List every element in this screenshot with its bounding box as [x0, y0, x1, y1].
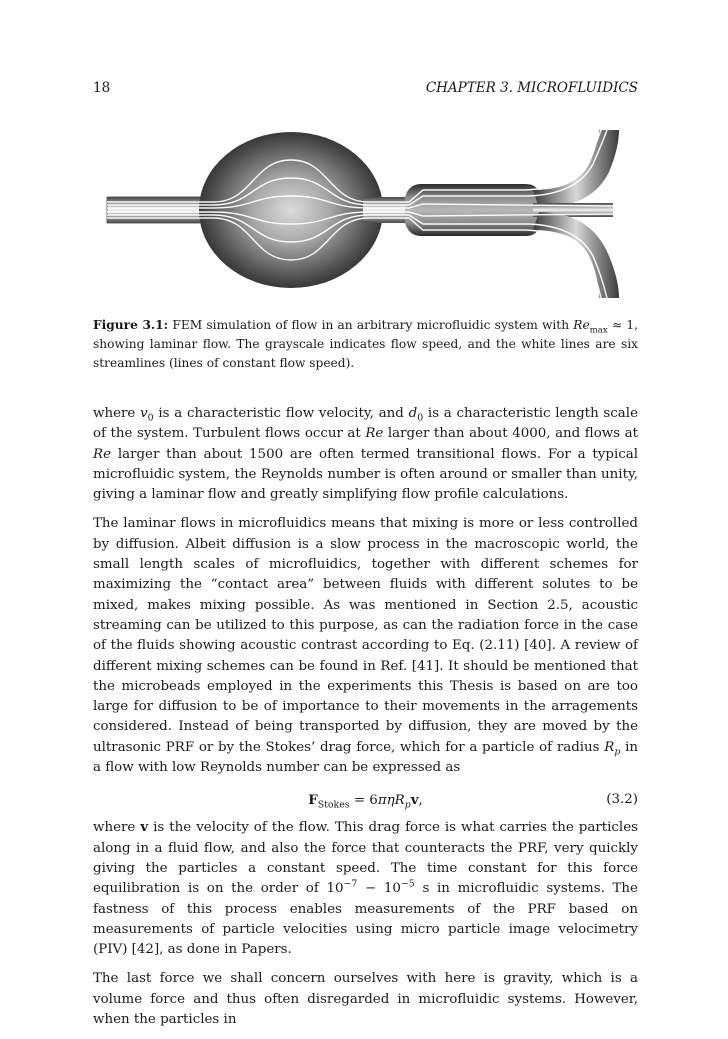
figure-label: Figure 3.1:: [93, 318, 169, 332]
paragraph-2: [93, 514, 638, 778]
exponent: −5: [400, 878, 415, 890]
eq-lhs-sub: Stokes: [317, 799, 350, 811]
equation-number: (3.2): [606, 792, 638, 808]
eq-rhs: = 6: [349, 792, 378, 808]
upper-outlet-arm: [533, 130, 619, 208]
text: s in microfluidic systems. The fastness of this process enables measurements of the PRF based on measurements of particle velocities using micro particle image velocimetry (PIV) [42], as done in Papers.: [93, 881, 638, 958]
caption-text-cont: ≈ 1, showing laminar flow. The grayscale indicates flow speed, and the white lines are six streamlines (lines of constant flow speed).: [93, 318, 638, 370]
eq-rhs-symbols: πηR: [377, 792, 405, 808]
eq-rhs-v: v: [410, 791, 419, 808]
eq-lhs: F: [308, 791, 318, 808]
fem-simulation-figure: [93, 120, 638, 310]
running-head: [93, 80, 638, 100]
text: is the velocity of the flow. This drag force is what carries the particles along in a fluid flow, and also the force that counteracts the PRF, very quickly giving the particles a constant speed. The time constant for this force equilibration is on the order of 10: [93, 820, 638, 897]
symbol-d0: d: [408, 406, 418, 421]
symbol-v0: v: [140, 406, 148, 421]
subscript: 0: [147, 412, 154, 424]
text: in a flow with low Reynolds number can be expressed as: [93, 739, 638, 776]
text: where: [93, 820, 141, 836]
text: where: [93, 406, 141, 421]
bulb-chamber: [199, 132, 383, 288]
subscript: 0: [417, 412, 424, 424]
symbol-rp: R: [604, 739, 615, 755]
eq-rhs-sub: p: [404, 799, 411, 811]
body-text: [93, 404, 638, 1039]
subscript: p: [614, 746, 621, 758]
text: The laminar flows in microfluidics means that mixing is more or less controlled by diffusion. Albeit diffusion is a slow process in the macroscopic world, the small length scales of microfluidics, together with different schemes for maximizing the “contact area” between fluids with different solutes to be mixed, makes mixing possible. As was mentioned in Section 2.5, acoustic streaming can be utilized to this purpose, as can the radiation force in the case of the fluids showing acoustic contrast according to Eq. (2.11) [40]. A review of different mixing schemes can be found in Ref. [41]. It should be mentioned that the microbeads employed in the experiments this Thesis is based on are too large for diffusion to be of importance to their movements in the arragements considered. Instead of being transported by diffusion, they are moved by the ultrasonic PRF or by the Stokes’ drag force, which for a particle of radius: [93, 516, 638, 755]
text: larger than about 1500 are often termed transitional flows. For a typical microfluidic system, the Reynolds number is often around or smaller than unity, giving a laminar flow and greatly simplifying flow profile calculations.: [93, 446, 638, 503]
symbol-re: Re: [365, 426, 384, 442]
re-symbol: Re: [573, 318, 590, 332]
eq-end: ,: [418, 792, 423, 808]
lower-outlet-arm: [533, 212, 619, 298]
paragraph-3: [93, 817, 638, 960]
paragraph-1: [93, 404, 638, 505]
re-subscript: max: [589, 325, 608, 336]
equation-expression: [93, 790, 638, 811]
exponent: −7: [343, 878, 358, 890]
symbol-v: v: [140, 819, 149, 836]
symbol-re: Re: [93, 446, 112, 462]
paragraph-4: [93, 969, 638, 1030]
neck-channel: [363, 197, 409, 223]
caption-text: FEM simulation of flow in an arbitrary microfluidic system with: [168, 318, 574, 332]
figure-caption: [93, 316, 638, 373]
page-number: 18: [93, 80, 111, 96]
chapter-title: CHAPTER 3. MICROFLUIDICS: [425, 80, 638, 96]
text: The last force we shall concern ourselves with here is gravity, which is a volume force and thus often disregarded in microfluidic systems. However, when the particles in: [93, 971, 638, 1028]
text: is a characteristic flow velocity, and: [153, 406, 409, 421]
equation-3-2: [93, 787, 638, 813]
text: is a characteristic length scale of the system. Turbulent flows occur at: [93, 406, 638, 442]
text: larger than about 4000, and flows at: [383, 426, 638, 442]
wide-channel: [405, 184, 539, 236]
text: − 10: [357, 881, 401, 897]
